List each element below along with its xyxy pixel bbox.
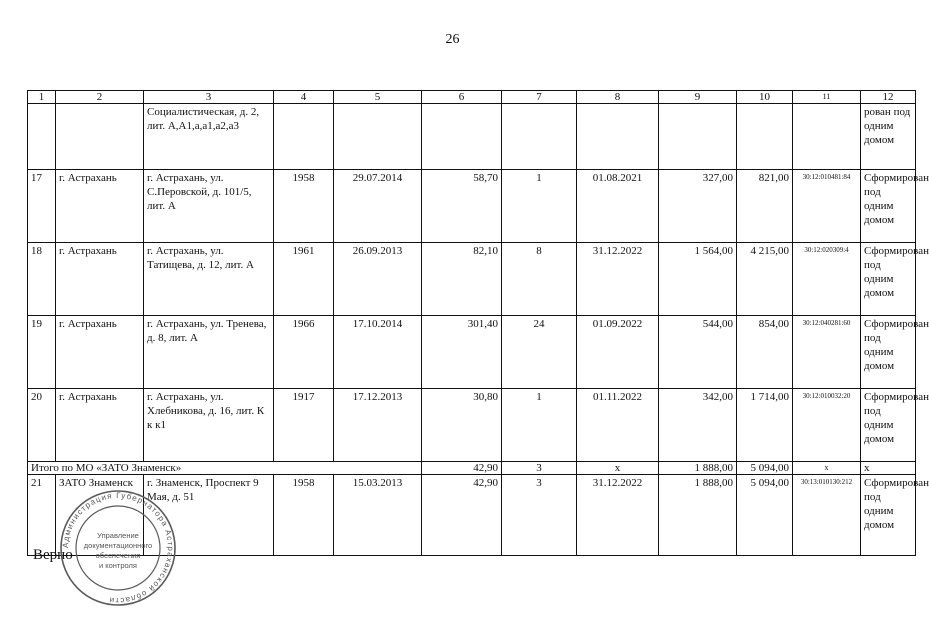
cell-count: 8 [502,243,577,316]
table-row [28,104,916,170]
stamp-line: документационного [83,541,153,550]
cell-cadastre: 30:12:020309:4 [793,243,861,316]
stamp-line: Управление [97,531,139,540]
cell-status: Сформирован под одним домом [861,316,916,389]
table-row [28,243,916,316]
cell-number: 17 [28,170,56,243]
cell-total: 821,00 [737,170,793,243]
cell-empty [502,104,577,170]
cell-empty [274,104,334,170]
cell-cost: 1 888,00 [659,475,737,556]
cell-city: ЗАТО Знаменск [56,475,144,556]
cell-address: г. Знаменск, Проспект 9 Мая, д. 51 [144,475,274,556]
cell-cadastre: 30:12:040281:60 [793,316,861,389]
cell-address: г. Астрахань, ул. Хлебникова, д. 16, лит. К к к1 [144,389,274,462]
cell-empty [56,104,144,170]
cell-area: 301,40 [422,316,502,389]
cell-area: 82,10 [422,243,502,316]
cell-date: 17.12.2013 [334,389,422,462]
cell-number: 20 [28,389,56,462]
cell-area: 42,90 [422,475,502,556]
cell-city: г. Астрахань [56,243,144,316]
cell-year: 1917 [274,389,334,462]
cell-total: 4 215,00 [737,243,793,316]
cell-deadline: 01.08.2021 [577,170,659,243]
cell-total: 5 094,00 [737,475,793,556]
cell-empty [28,104,56,170]
total-cadastre: х [793,462,861,475]
total-count: 3 [502,462,577,475]
register-table [27,90,929,556]
cell-address: г. Астрахань, ул. Татищева, д. 12, лит. А [144,243,274,316]
header-cell: 9 [659,91,737,104]
cell-deadline: 01.11.2022 [577,389,659,462]
total-sum: 5 094,00 [737,462,793,475]
header-cell: 4 [274,91,334,104]
cell-cost: 342,00 [659,389,737,462]
header-cell: 6 [422,91,502,104]
total-status: х [861,462,916,475]
cell-status: Сформирован под одним домом [861,170,916,243]
cell-date: 26.09.2013 [334,243,422,316]
cell-year: 1958 [274,475,334,556]
stamp-outer-text: Администрация Губернатора Астраханской области [60,490,176,606]
total-label: Итого по МО «ЗАТО Знаменск» [28,462,422,475]
page-number: 26 [445,32,460,47]
cell-number: 18 [28,243,56,316]
cell-status: Сформирован под одним домом [861,475,916,556]
header-cell: 3 [144,91,274,104]
cell-deadline: 01.09.2022 [577,316,659,389]
cell-empty [334,104,422,170]
cell-cadastre: 30:12:010481:84 [793,170,861,243]
cell-cost: 1 564,00 [659,243,737,316]
header-cell: 2 [56,91,144,104]
header-cell: 1 [28,91,56,104]
cell-city: г. Астрахань [56,170,144,243]
cell-city: г. Астрахань [56,316,144,389]
cell-city: г. Астрахань [56,389,144,462]
cell-count: 1 [502,389,577,462]
cell-count: 3 [502,475,577,556]
cell-empty [659,104,737,170]
stamp-line: и контроля [98,561,138,570]
total-deadline: х [577,462,659,475]
verification-text: Верно [33,547,73,563]
cell-total: 854,00 [737,316,793,389]
cell-total: 1 714,00 [737,389,793,462]
cell-address: г. Астрахань, ул. Тренева, д. 8, лит. А [144,316,274,389]
cell-deadline: 31.12.2022 [577,475,659,556]
header-cell: 5 [334,91,422,104]
total-row [28,462,916,475]
cell-date: 29.07.2014 [334,170,422,243]
cell-cost: 544,00 [659,316,737,389]
cell-empty [577,104,659,170]
cell-year: 1961 [274,243,334,316]
cell-empty [422,104,502,170]
stamp-line: обеспечения [95,551,141,560]
cell-number: 19 [28,316,56,389]
header-cell: 7 [502,91,577,104]
cell-date: 17.10.2014 [334,316,422,389]
cell-empty [793,104,861,170]
table-row [28,316,916,389]
header-row [28,91,916,104]
cell-cadastre: 30:13:010130:212 [793,475,861,556]
cell-status: Сформирован под одним домом [861,243,916,316]
cell-address: Социалистическая, д. 2, лит. А,А1,а,а1,а2,а3 [144,104,274,170]
cell-cost: 327,00 [659,170,737,243]
cell-count: 1 [502,170,577,243]
cell-year: 1958 [274,170,334,243]
cell-deadline: 31.12.2022 [577,243,659,316]
cell-status: рован под одним домом [861,104,916,170]
header-cell: 11 [793,91,861,104]
cell-year: 1966 [274,316,334,389]
header-cell: 12 [861,91,916,104]
cell-empty [737,104,793,170]
cell-date: 15.03.2013 [334,475,422,556]
header-cell: 10 [737,91,793,104]
cell-status: Сформирован под одним домом [861,389,916,462]
total-area: 42,90 [422,462,502,475]
cell-area: 58,70 [422,170,502,243]
cell-cadastre: 30:12:010032:20 [793,389,861,462]
cell-count: 24 [502,316,577,389]
official-stamp [58,488,178,608]
table-row [28,170,916,243]
total-cost: 1 888,00 [659,462,737,475]
cell-address: г. Астрахань, ул. С.Перовской, д. 101/5, лит. А [144,170,274,243]
table-row [28,389,916,462]
cell-area: 30,80 [422,389,502,462]
cell-number: 21 [28,475,56,556]
header-cell: 8 [577,91,659,104]
